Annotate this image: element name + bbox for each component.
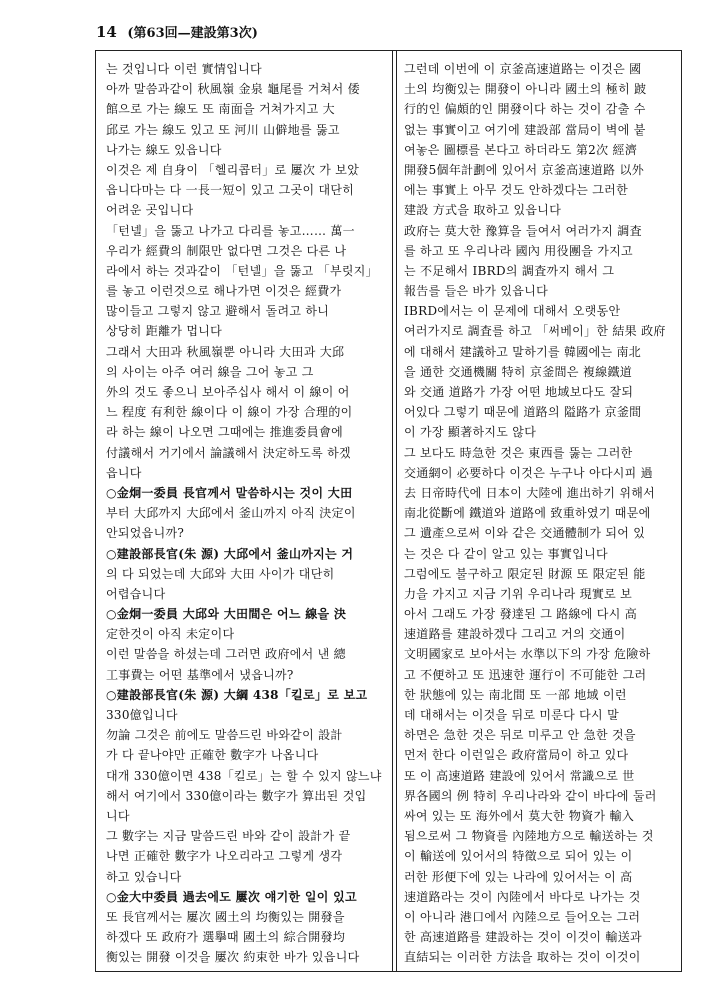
text-line: 의 사이는 아주 여러 線을 그어 놓고 그 <box>106 364 314 379</box>
text-line: 를 하고 또 우리나라 國內 用役團을 가지고 <box>404 243 633 258</box>
text-line: 을 通한 交通機關 特히 京釜間은 複線鐵道 <box>404 364 633 379</box>
text-line: 의 다 되었는데 大邱와 大田 사이가 대단히 <box>106 566 335 581</box>
text-line: 아서 그래도 가장 發達된 그 路線에 다시 高 <box>404 607 638 622</box>
text-line: 우리가 經費의 制限만 없다면 그것은 다른 나 <box>106 243 347 258</box>
text-line: 이 가장 顯著하지도 않다 <box>404 425 537 440</box>
text-line: 라에서 하는 것과같이 「턴넬」을 뚫고 「부릿지」 <box>106 263 378 278</box>
text-line: 그래서 大田과 秋風嶺뿐 아니라 大田과 大邱 <box>106 344 345 359</box>
text-line: ○建設部長官(朱 源) 大綱 438「킬로」로 보고 <box>106 687 368 702</box>
text-line: 行的인 偏頗的인 開發이다 하는 것이 감출 수 <box>404 102 646 117</box>
column-divider-inner <box>396 51 397 971</box>
text-line: 勿論 그것은 前에도 말씀드린 바와같이 設計 <box>106 728 343 743</box>
text-line: 衡있는 開發 이것을 屢次 約束한 바가 있읍니다 <box>106 950 360 965</box>
text-line: 나가는 線도 있읍니다 <box>106 142 222 157</box>
text-line: 어렵습니다 <box>106 586 166 601</box>
text-line: 에는 事實上 아무 것도 안하겠다는 그러한 <box>404 183 628 198</box>
text-line: 많이들고 그렇지 않고 避해서 돌려고 하니 <box>106 304 330 319</box>
text-line: ○建設部長官(朱 源) 大邱에서 釜山까지는 거 <box>106 546 354 561</box>
column-divider-outer <box>392 51 393 971</box>
text-line: 어있다 그렇기 때문에 道路의 隘路가 京釜間 <box>404 405 642 420</box>
text-line: 土의 均衡있는 開發이 아니라 國土의 極히 跛 <box>404 82 647 97</box>
page-header <box>96 22 258 41</box>
text-line: 아까 말씀과같이 秋風嶺 金泉 龜尾를 거쳐서 倭 <box>106 82 360 97</box>
text-line: 外의 것도 좋으니 보아주십사 해서 이 線이 어 <box>106 385 350 399</box>
text-line: 싸여 있는 또 海外에서 莫大한 物資가 輸入 <box>404 808 635 823</box>
text-line: 330億입니다 <box>106 708 178 722</box>
text-line: 또 이 高速道路 建設에 있어서 常識으로 世 <box>404 768 635 783</box>
text-frame <box>95 50 682 972</box>
text-line: 이것은 제 自身이 「헬리콥터」로 屢次 가 보았 <box>106 162 360 177</box>
text-line: 「턴넬」을 뚫고 나가고 다리를 놓고…… 萬一 <box>106 223 355 238</box>
text-line: 됨으로써 그 物資를 內陸地方으로 輸送하는 것 <box>404 829 654 844</box>
text-line: 어려운 곳입니다 <box>106 203 194 218</box>
text-line: 그 數字는 지금 말씀드린 바와 같이 設計가 끝 <box>106 829 351 844</box>
text-line: 상당히 距離가 멉니다 <box>106 324 223 339</box>
text-line: 建設 方式을 取하고 있읍니다 <box>404 203 562 218</box>
text-line: 느 程度 有利한 線이다 이 線이 가장 合理的이 <box>106 405 353 420</box>
text-line: 이 아니라 港口에서 內陸으로 들어오는 그러 <box>404 909 641 924</box>
text-line: 읍니다 <box>106 465 142 480</box>
text-line: 데 대해서는 이것을 뒤로 미룬다 다시 말 <box>404 708 619 722</box>
right-column <box>404 59 674 967</box>
text-line: 해서 여기에서 330億이라는 數字가 算出된 것입 <box>106 788 367 803</box>
text-line: 付議해서 거기에서 論議해서 決定하도록 하겠 <box>106 445 351 460</box>
text-line: 直結되는 이러한 方法을 取하는 것이 이것이 <box>404 950 641 965</box>
page-running-title: (第63回—建設第3次) <box>127 26 258 41</box>
text-line: 와 交通 道路가 가장 어떤 地域보다도 잘되 <box>404 385 634 399</box>
text-line: 그 遺產으로써 이와 같은 交通體制가 되어 있 <box>404 526 646 541</box>
text-line: 그런데 이번에 이 京釜高速道路는 이것은 國 <box>404 62 642 76</box>
text-line: 南北從斷에 鐵道와 道路에 致重하였기 때문에 <box>404 506 651 521</box>
text-line: 니다 <box>106 808 130 823</box>
text-line: 交通網이 必要하다 이것은 누구나 아다시피 過 <box>404 465 653 480</box>
text-line: 러한 形便下에 있는 나라에 있어서는 이 高 <box>404 869 633 884</box>
text-line: ○金大中委員 過去에도 屢次 얘기한 일이 있고 <box>106 889 357 904</box>
left-column <box>106 59 388 967</box>
text-line: 邱로 가는 線도 있고 또 河川 山僻地를 뚫고 <box>106 122 340 137</box>
text-line: 定한것이 아직 未定이다 <box>106 627 235 642</box>
text-line: 이 輸送에 있어서의 特徵으로 되어 있는 이 <box>404 849 633 864</box>
text-line: IBRD에서는 이 문제에 대해서 오랫동안 <box>404 304 621 319</box>
text-line: 없는 事實이고 여기에 建設部 當局이 벽에 붙 <box>404 122 646 137</box>
text-line: 力을 가지고 지금 기위 우리나라 現實로 보 <box>404 586 633 601</box>
text-line: ○金炯一委員 大邱와 大田間은 어느 線을 決 <box>106 607 347 622</box>
page-number: 14 <box>96 23 117 41</box>
text-line: 또 長官께서는 屢次 國土의 均衡있는 開發을 <box>106 909 345 924</box>
text-line: 하면은 急한 것은 뒤로 미루고 안 急한 것을 <box>404 728 636 743</box>
text-line: 하겠다 또 政府가 選擧때 國土의 綜合開發均 <box>106 930 346 945</box>
text-line: 고 不便하고 또 迅速한 運行이 不可能한 그러 <box>404 667 647 682</box>
text-line: 文明國家로 보아서는 水準以下의 가장 危險하 <box>404 647 651 662</box>
text-line: 하고 있습니다 <box>106 869 182 884</box>
text-line: 는 것은 다 같이 알고 있는 事實입니다 <box>404 546 608 561</box>
text-line: 工事費는 어떤 基準에서 냈읍니까? <box>106 667 294 682</box>
text-line: 나면 正確한 數字가 나오리라고 그렇게 생각 <box>106 849 343 864</box>
text-line: 먼저 한다 이런일은 政府當局이 하고 있다 <box>404 748 629 763</box>
text-line: 去 日帝時代에 日本이 大陸에 進出하기 위해서 <box>404 485 656 500</box>
text-line: 는 不足해서 IBRD의 調査까지 해서 그 <box>404 263 615 278</box>
text-line: 한 狀態에 있는 南北間 또 一部 地域 이런 <box>404 687 627 702</box>
text-line: 부터 大邱까지 大邱에서 釜山까지 아직 決定이 <box>106 506 356 521</box>
text-line: 대개 330億이면 438「킬로」는 할 수 있지 않느냐 <box>106 768 382 783</box>
text-line: 開發5個年計劃에 있어서 京釜高速道路 以外 <box>404 162 645 177</box>
text-line: 한 高速道路를 建設하는 것이 이것이 輸送과 <box>404 930 642 945</box>
text-line: 速道路를 建設하겠다 그리고 거의 交通이 <box>404 627 626 642</box>
text-line: 라 하는 線이 나오면 그때에는 推進委員會에 <box>106 425 344 440</box>
text-line: 안되었읍니까? <box>106 526 185 541</box>
text-line: 여놓은 圖標를 본다고 하더라도 第2次 經濟 <box>404 142 638 157</box>
text-line: ○金炯一委員 長官께서 말씀하시는 것이 大田 <box>106 485 353 500</box>
text-line: 館으로 가는 線도 또 南面을 거쳐가지고 大 <box>106 102 335 117</box>
text-line: 가 다 끝나야만 正確한 數字가 나옵니다 <box>106 748 319 763</box>
text-line: 이런 말씀을 하셨는데 그러면 政府에서 낸 總 <box>106 647 346 662</box>
text-line: 報告를 들은 바가 있읍니다 <box>404 284 548 299</box>
text-line: 읍니다마는 다 一長一短이 있고 그곳이 대단히 <box>106 183 355 198</box>
text-line: 그럼에도 불구하고 限定된 財源 또 限定된 能 <box>404 566 646 581</box>
text-line: 를 놓고 이런것으로 해나가면 이것은 經費가 <box>106 284 342 299</box>
text-line: 여러가지로 調査를 하고 「써베이」한 結果 政府 <box>404 324 666 339</box>
text-line: 政府는 莫大한 豫算을 들여서 여러가지 調査 <box>404 223 642 238</box>
text-line: 그 보다도 時急한 것은 東西를 뚫는 그러한 <box>404 445 633 460</box>
text-line: 는 것입니다 이런 實情입니다 <box>106 62 262 76</box>
text-line: 速道路라는 것이 內陸에서 바다로 나가는 것 <box>404 889 641 904</box>
text-line: 에 대해서 建議하고 말하기를 韓國에는 南北 <box>404 344 642 359</box>
text-line: 界各國의 例 特히 우리나라와 같이 바다에 둘러 <box>404 788 657 803</box>
